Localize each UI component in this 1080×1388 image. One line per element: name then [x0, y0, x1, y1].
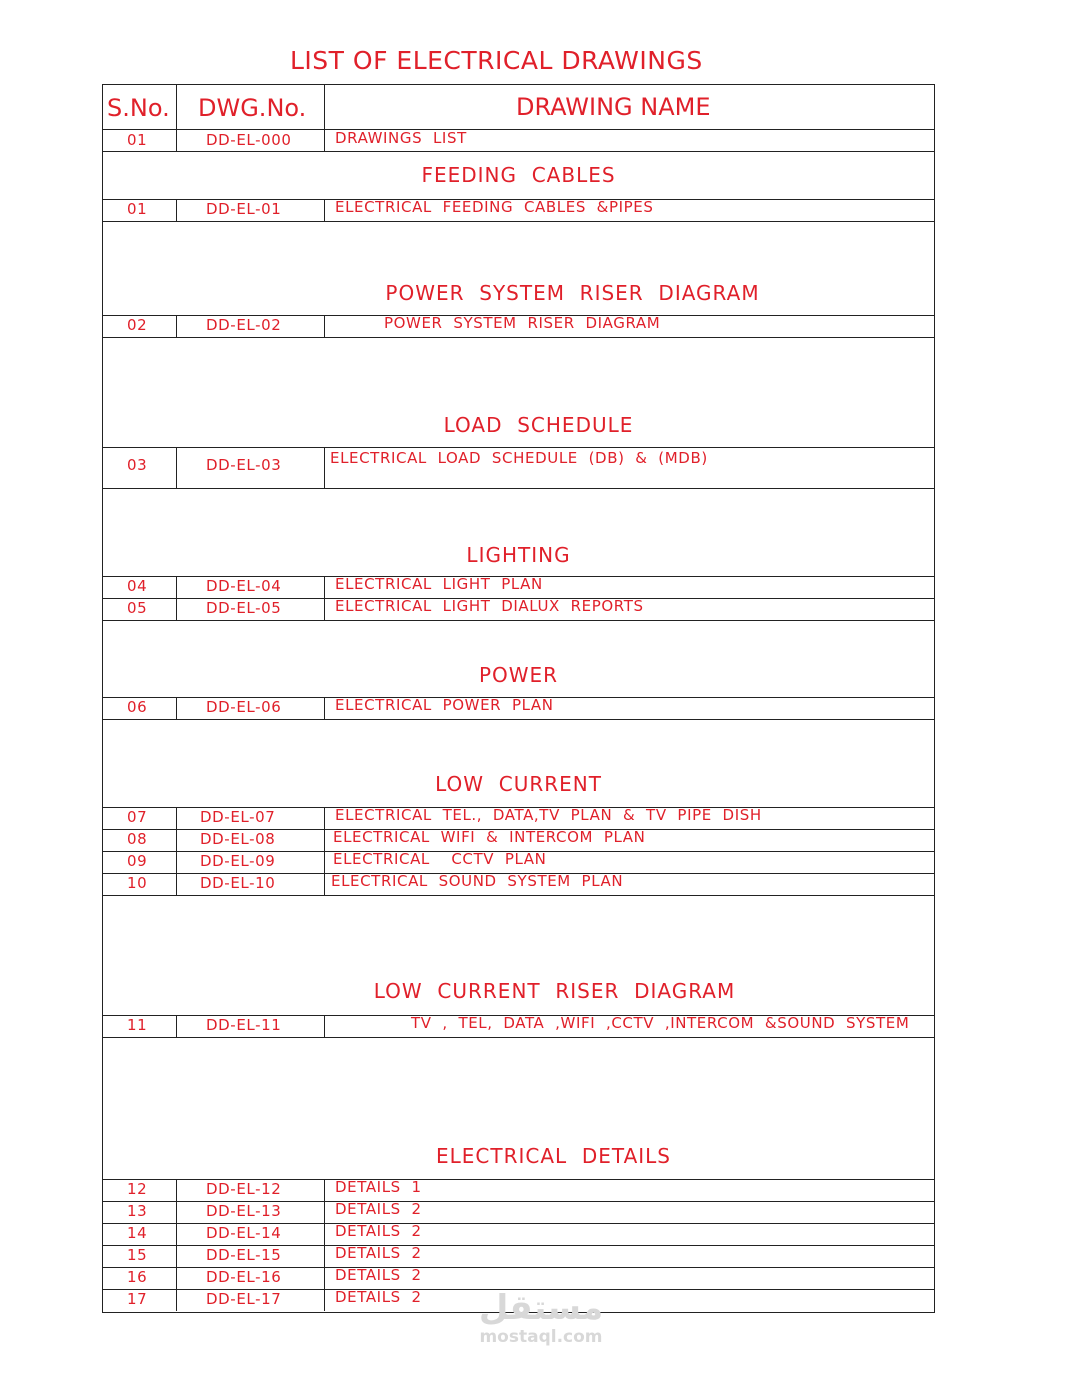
row-sno: 10 [127, 874, 148, 892]
row-sno: 02 [127, 316, 148, 334]
row-sno: 06 [127, 698, 148, 716]
section-heading: FEEDING CABLES [421, 163, 616, 187]
row-divider [103, 129, 934, 130]
row-drawing-name: ELECTRICAL SOUND SYSTEM PLAN [331, 872, 624, 890]
row-sno: 17 [127, 1290, 148, 1308]
column-divider [176, 576, 177, 620]
row-divider [103, 1037, 934, 1038]
row-dwg-number: DD-EL-03 [206, 456, 282, 474]
column-divider [324, 447, 325, 488]
header-sno: S.No. [107, 94, 170, 122]
row-dwg-number: DD-EL-17 [206, 1290, 282, 1308]
row-dwg-number: DD-EL-15 [206, 1246, 282, 1264]
column-divider [176, 697, 177, 719]
row-drawing-name: DRAWINGS LIST [335, 129, 467, 147]
page-title: LIST OF ELECTRICAL DRAWINGS [290, 46, 703, 75]
row-sno: 04 [127, 577, 148, 595]
row-divider [103, 151, 934, 152]
header-dwg: DWG.No. [198, 94, 307, 122]
column-divider [176, 807, 177, 895]
row-dwg-number: DD-EL-12 [206, 1180, 282, 1198]
row-drawing-name: POWER SYSTEM RISER DIAGRAM [384, 314, 661, 332]
row-drawing-name: DETAILS 1 [335, 1178, 422, 1196]
row-dwg-number: DD-EL-11 [206, 1016, 282, 1034]
column-divider [176, 1179, 177, 1311]
column-divider [176, 1015, 177, 1037]
row-drawing-name: DETAILS 2 [335, 1266, 422, 1284]
column-divider [324, 1179, 325, 1311]
row-sno: 07 [127, 808, 148, 826]
row-sno: 11 [127, 1016, 148, 1034]
row-drawing-name: DETAILS 2 [335, 1200, 422, 1218]
row-dwg-number: DD-EL-16 [206, 1268, 282, 1286]
section-heading: POWER SYSTEM RISER DIAGRAM [385, 281, 760, 305]
watermark-arabic: مستقل [478, 1288, 604, 1328]
row-sno: 01 [127, 131, 148, 149]
row-drawing-name: ELECTRICAL CCTV PLAN [333, 850, 547, 868]
row-sno: 09 [127, 852, 148, 870]
row-sno: 16 [127, 1268, 148, 1286]
section-heading: POWER [478, 663, 559, 687]
row-dwg-number: DD-EL-13 [206, 1202, 282, 1220]
column-divider [176, 447, 177, 488]
row-drawing-name: DETAILS 2 [335, 1288, 422, 1306]
row-sno: 13 [127, 1202, 148, 1220]
row-sno: 01 [127, 200, 148, 218]
column-divider [176, 315, 177, 337]
column-divider [176, 85, 177, 151]
row-drawing-name: ELECTRICAL POWER PLAN [335, 696, 554, 714]
row-sno: 14 [127, 1224, 148, 1242]
row-sno: 03 [127, 456, 148, 474]
watermark-latin: mostaql.com [479, 1327, 603, 1348]
row-drawing-name: DETAILS 2 [335, 1244, 422, 1262]
section-heading: ELECTRICAL DETAILS [435, 1144, 671, 1168]
section-heading: LOAD SCHEDULE [443, 413, 634, 437]
column-divider [324, 697, 325, 719]
row-divider [103, 337, 934, 338]
row-divider [103, 895, 934, 896]
row-dwg-number: DD-EL-000 [206, 131, 292, 149]
row-divider [103, 447, 934, 448]
section-heading: LOW CURRENT [435, 772, 602, 796]
row-dwg-number: DD-EL-07 [200, 808, 276, 826]
row-dwg-number: DD-EL-09 [200, 852, 276, 870]
column-divider [324, 576, 325, 620]
section-heading: LOW CURRENT RISER DIAGRAM [373, 979, 736, 1003]
row-drawing-name: ELECTRICAL LIGHT PLAN [335, 575, 543, 593]
row-sno: 12 [127, 1180, 148, 1198]
row-dwg-number: DD-EL-05 [206, 599, 282, 617]
row-dwg-number: DD-EL-02 [206, 316, 282, 334]
row-sno: 15 [127, 1246, 148, 1264]
row-divider [103, 488, 934, 489]
row-divider [103, 719, 934, 720]
row-dwg-number: DD-EL-10 [200, 874, 276, 892]
column-divider [324, 85, 325, 151]
row-drawing-name: ELECTRICAL FEEDING CABLES &PIPES [335, 198, 654, 216]
column-divider [324, 807, 325, 895]
row-drawing-name: ELECTRICAL WIFI & INTERCOM PLAN [333, 828, 646, 846]
row-drawing-name: TV , TEL, DATA ,WIFI ,CCTV ,INTERCOM &SOUND SYSTEM [411, 1014, 910, 1032]
row-sno: 08 [127, 830, 148, 848]
row-divider [103, 221, 934, 222]
column-divider [324, 315, 325, 337]
column-divider [324, 199, 325, 221]
row-dwg-number: DD-EL-01 [206, 200, 282, 218]
watermark-logo [466, 1290, 616, 1347]
row-drawing-name: ELECTRICAL TEL., DATA,TV PLAN & TV PIPE DISH [335, 806, 762, 824]
drawings-table [102, 84, 935, 1313]
row-divider [103, 620, 934, 621]
row-dwg-number: DD-EL-06 [206, 698, 282, 716]
column-divider [176, 199, 177, 221]
row-sno: 05 [127, 599, 148, 617]
row-dwg-number: DD-EL-04 [206, 577, 282, 595]
column-divider [324, 1015, 325, 1037]
section-heading: LIGHTING [466, 543, 571, 567]
row-dwg-number: DD-EL-14 [206, 1224, 282, 1242]
row-drawing-name: DETAILS 2 [335, 1222, 422, 1240]
row-dwg-number: DD-EL-08 [200, 830, 276, 848]
header-drawing-name: DRAWING NAME [516, 93, 711, 121]
row-drawing-name: ELECTRICAL LOAD SCHEDULE (DB) & (MDB) [330, 449, 708, 467]
row-drawing-name: ELECTRICAL LIGHT DIALUX REPORTS [335, 597, 644, 615]
